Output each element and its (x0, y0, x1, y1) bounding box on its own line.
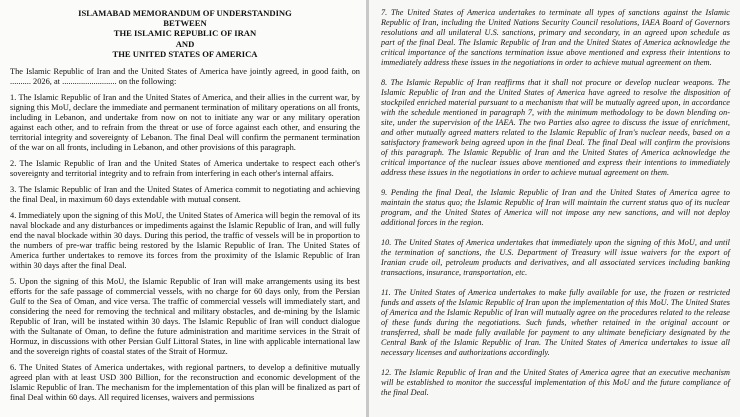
paragraph-6: 6. The United States of America undertakes, with regional partners, to develop a definitive mutually agreed plan with at least USD 300 Billion, for the reconstruction and economic development of the Islamic Republic of Iran. The mechanism for the implementation of this plan will be finalized as part of final Deal within 60 days. All required licenses, waivers and permissions (10, 363, 360, 403)
memorandum-page-right (369, 0, 740, 417)
paragraph-11: 11. The United States of America undertakes to make fully available for use, the frozen or restricted funds and assets of the Islamic Republic of Iran upon the implementation of this MoU. The United States of America and the Islamic Republic of Iran will mutually agree on the procedures related to the release of these funds during the negotiations. Such funds, whether retained in the original account or transferred, shall be made fully available for payment to any ultimate beneficiary designated by the Central Bank of the Islamic Republic of Iran. The United States of America undertakes to issue all necessary licenses and authorizations accordingly. (381, 288, 730, 357)
paragraph-7: 7. The United States of America undertakes to terminate all types of sanctions against the Islamic Republic of Iran, including the United Nations Security Council resolutions, IAEA Board of Governors resolutions and all unilateral U.S. sanctions, primary and secondary, in an agreed upon schedule as part of the final Deal. The Islamic Republic of Iran and the United States of America acknowledge the critical importance of the sanctions termination issue above mentioned and express their intentions to immediately address these issues in the negotiations in order to achieve mutual agreement on them. (381, 8, 730, 67)
title-line: BETWEEN (163, 18, 207, 29)
paragraph-2: 2. The Islamic Republic of Iran and the United States of America undertake to respect each other's sovereignty and territorial integrity and to refrain from interfering in each other's internal affairs. (10, 159, 360, 179)
paragraph-1: 1. The Islamic Republic of Iran and the United States of America, and their allies in the current war, by signing this MoU, declare the immediate and permanent termination of military operations on all fronts, including in Lebanon, and undertake from now on not to initiate any war or any military operation against each other, and to refrain from the threat or use of force against each other, and ensuring the territorial integrity and sovereignty of Lebanon. The final Deal will confirm the permanent termination of the war on all fronts, including in Lebanon, and other provisions of this paragraph. (10, 93, 360, 153)
paragraph-3: 3. The Islamic Republic of Iran and the United States of America commit to negotiating and achieving the final Deal, in maximum 60 days extendable with mutual consent. (10, 185, 360, 205)
title-line: AND (175, 38, 195, 49)
intro-paragraph: The Islamic Republic of Iran and the United States of America have jointly agreed, in good faith, on .......... 2026, at .......................... on the following: (10, 67, 360, 87)
paragraph-10: 10. The United States of America undertakes that immediately upon the signing of this MoU, and until the termination of sanctions, the U.S. Department of Treasury will issue waivers for the export of Iranian crude oil, petroleum products and derivatives, and all associated services including banking transactions, insurance, transportation, etc. (381, 238, 730, 277)
title-line: ISLAMABAD MEMORANDUM OF UNDERSTANDING (78, 8, 292, 18)
title-line: THE ISLAMIC REPUBLIC OF IRAN (113, 28, 257, 39)
memorandum-title (10, 8, 360, 59)
paragraph-5: 5. Upon the signing of this MoU, the Islamic Republic of Iran will make arrangements using its best efforts for the safe passage of commercial vessels, with no charge for 60 days only, from the Persian Gulf to the Sea of Oman, and vice versa. The traffic of commercial vessels will immediately start, and considering the need for removing the technical and military obstacles, and de-mining by the Islamic Republic of Iran, will be instated within 30 days. The Islamic Republic of Iran will conduct dialogue with the Sultanate of Oman, to define the future administration and maritime services in the Strait of Hormuz, in discussions with other Persian Gulf Littoral States, in line with applicable international law and the sovereign rights of coastal states of the Strait of Hormuz. (10, 277, 360, 357)
memorandum-page-left (0, 0, 366, 417)
paragraph-4: 4. Immediately upon the signing of this MoU, the United States of America will begin the removal of its naval blockade and any disturbances or impediments against the Islamic Republic of Iran, and will fully end the naval blockade within 30 days. During this period, the traffic of vessels will be in proportion to the numbers of pre-war traffic being restored by the Islamic Republic of Iran. The United States of America further undertakes to remove its forces from the proximity of the Islamic Republic of Iran within 30 days after the final Deal. (10, 211, 360, 271)
paragraph-9: 9. Pending the final Deal, the Islamic Republic of Iran and the United States of America agree to maintain the status quo; the Islamic Republic of Iran will maintain the current status quo of its nuclear program, and the United States of America will not impose any new sanctions, and will not deploy additional forces in the region. (381, 188, 730, 227)
paragraph-12: 12. The Islamic Republic of Iran and the United States of America agree that an executive mechanism will be established to monitor the successful implementation of this MoU and the future compliance of the final Deal. (381, 368, 730, 397)
title-line: THE UNITED STATES OF AMERICA (112, 48, 258, 59)
paragraph-8: 8. The Islamic Republic of Iran reaffirms that it shall not procure or develop nuclear weapons. The Islamic Republic of Iran and the United States of America have agreed to resolve the disposition of stockpiled enriched material pursuant to a mechanism that will be mutually agreed upon, in accordance with the schedule mentioned in paragraph 7, with the minimum methodology to be down blending on-site, under the supervision of the IAEA. The two Parties also agree to discuss the issue of enrichment, and other mutually agreed matters related to the Islamic Republic of Iran's nuclear needs, based on a satisfactory framework being agreed upon in the final Deal. The final Deal will confirm the provisions of this paragraph. The Islamic Republic of Iran and the United States of America acknowledge the critical importance of the nuclear issues above mentioned and express their intentions to immediately address these issues in the negotiations in order to achieve mutual agreement on them. (381, 78, 730, 177)
